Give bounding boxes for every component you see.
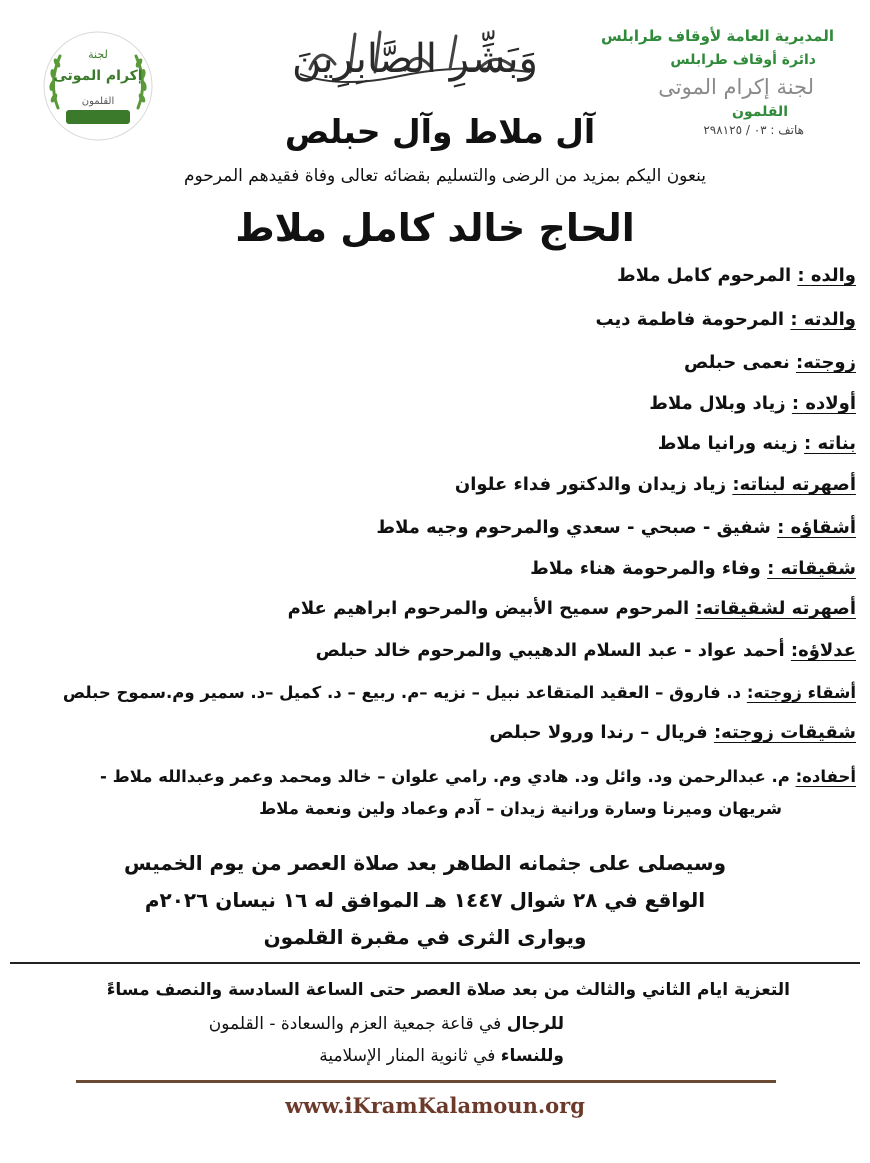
relative-label: أصهرته لبناته: (732, 474, 856, 495)
grandchildren-continued: شريهان وميرنا وسارة ورانية زيدان – آدم وعماد ولين ونعمة ملاط (259, 799, 782, 818)
funeral-line-2: الواقع في ٢٨ شوال ١٤٤٧ هـ الموافق له ١٦ نيسان ٢٠٢٦م (144, 888, 706, 912)
condolence-men (209, 1008, 564, 1040)
relative-value: وفاء والمرحومة هناء ملاط (530, 558, 768, 579)
condolence-details (40, 975, 790, 1005)
men-label: للرجال (506, 1014, 564, 1034)
relative-label: والدته : (790, 309, 856, 330)
relative-value: المرحوم سميح الأبيض والمرحوم ابراهيم علام (287, 598, 696, 619)
relative-value: المرحوم كامل ملاط (617, 265, 798, 286)
relative-grandchildren (6, 764, 856, 790)
verse-text: وَبَشِّرِ الصَّابِرِينَ (292, 36, 538, 82)
relative-wife (6, 350, 856, 376)
relative-sons-in-law (6, 472, 856, 498)
relative-father (6, 263, 856, 289)
relative-label: أشقاؤه : (777, 517, 856, 538)
funeral-line-1: وسيصلى على جثمانه الطاهر بعد صلاة العصر من يوم الخميس (123, 851, 727, 875)
relative-value: المرحومة فاطمة ديب (595, 309, 791, 330)
relative-sisters (6, 556, 856, 582)
announcement-text: ينعون اليكم بمزيد من الرضى والتسليم بقضائه تعالى وفاة فقيدهم المرحوم (183, 166, 707, 186)
relative-value: نعمى حبلص (684, 352, 796, 373)
deceased-name: الحاج خالد كامل ملاط (235, 206, 635, 250)
verse-calligraphy (280, 14, 550, 96)
condolence-women (209, 1040, 564, 1072)
relative-sons (6, 391, 856, 417)
logo-text-3: القلمون (81, 96, 115, 107)
relative-value: د. فاروق – العقيد المتقاعد نبيل – نزيه –م. ربيع – د. كميل –د. سمير وم.سموح حبلص (62, 683, 747, 702)
condolence-venues (209, 1008, 564, 1072)
men-place: في قاعة جمعية العزم والسعادة - القلمون (208, 1014, 507, 1034)
org-department: دائرة أوقاف طرابلس (670, 52, 816, 68)
families-heading: آل ملاط وآل حبلص (284, 112, 596, 151)
org-directorate: المديرية العامة لأوقاف طرابلس (600, 27, 834, 45)
relative-label: شقيقات زوجته: (713, 722, 856, 743)
relative-label: أولاده : (791, 393, 856, 414)
relative-wife-brothers (6, 680, 856, 706)
relative-label: عدلاؤه: (790, 640, 856, 661)
relative-value: زياد زيدان والدكتور فداء علوان (454, 474, 733, 495)
website-link[interactable]: www.iKramKalamoun.org (285, 1093, 585, 1118)
logo-text-2: إكرام الموتى (53, 68, 143, 84)
org-committee: لجنة إكرام الموتى (658, 75, 814, 99)
committee-logo (40, 28, 156, 144)
women-label: وللنساء (500, 1046, 564, 1066)
footer-divider (76, 1080, 776, 1083)
relative-wife-sisters (6, 720, 856, 746)
relative-value: م. عبدالرحمن ود. وائل ود. هادي وم. رامي علوان – خالد ومحمد وعمر وعبدالله ملاط - (100, 767, 796, 786)
relative-co-in-laws (6, 638, 856, 664)
condolence-line: التعزية ايام الثاني والثالث من بعد صلاة العصر حتى الساعة السادسة والنصف مساءً (106, 980, 790, 1000)
org-phone: هاتف : ٠٣ / ٢٩٨١٢٥ (703, 123, 804, 137)
relative-label: شقيقاته : (767, 558, 856, 579)
logo-text-1: لجنة (88, 48, 108, 61)
relative-label: بناته : (803, 433, 856, 454)
women-place: في ثانوية المنار الإسلامية (319, 1046, 501, 1066)
relative-daughters (6, 431, 856, 457)
divider-line (10, 962, 860, 964)
relative-label: والده : (797, 265, 856, 286)
funeral-line-3: ويوارى الثرى في مقبرة القلمون (263, 925, 587, 949)
relative-label: زوجته: (796, 352, 856, 373)
relative-label: أشقاء زوجته: (746, 683, 856, 702)
org-town: القلمون (732, 104, 788, 120)
relative-sisters-husbands (6, 596, 856, 622)
relative-label: أصهرته لشقيقاته: (695, 598, 856, 619)
relative-value: شفيق - صبحي - سعدي والمرحوم وجيه ملاط (376, 517, 778, 538)
relative-value: زياد وبلال ملاط (649, 393, 792, 414)
relative-value: فريال – رندا ورولا حبلص (489, 722, 714, 743)
relative-value: أحمد عواد - عبد السلام الدهيبي والمرحوم خالد حبلص (315, 640, 791, 661)
relative-label: أحفاده: (795, 767, 856, 786)
relative-brothers (6, 515, 856, 541)
relative-value: زينه ورانيا ملاط (657, 433, 804, 454)
funeral-details (100, 845, 750, 956)
relative-mother (6, 307, 856, 333)
